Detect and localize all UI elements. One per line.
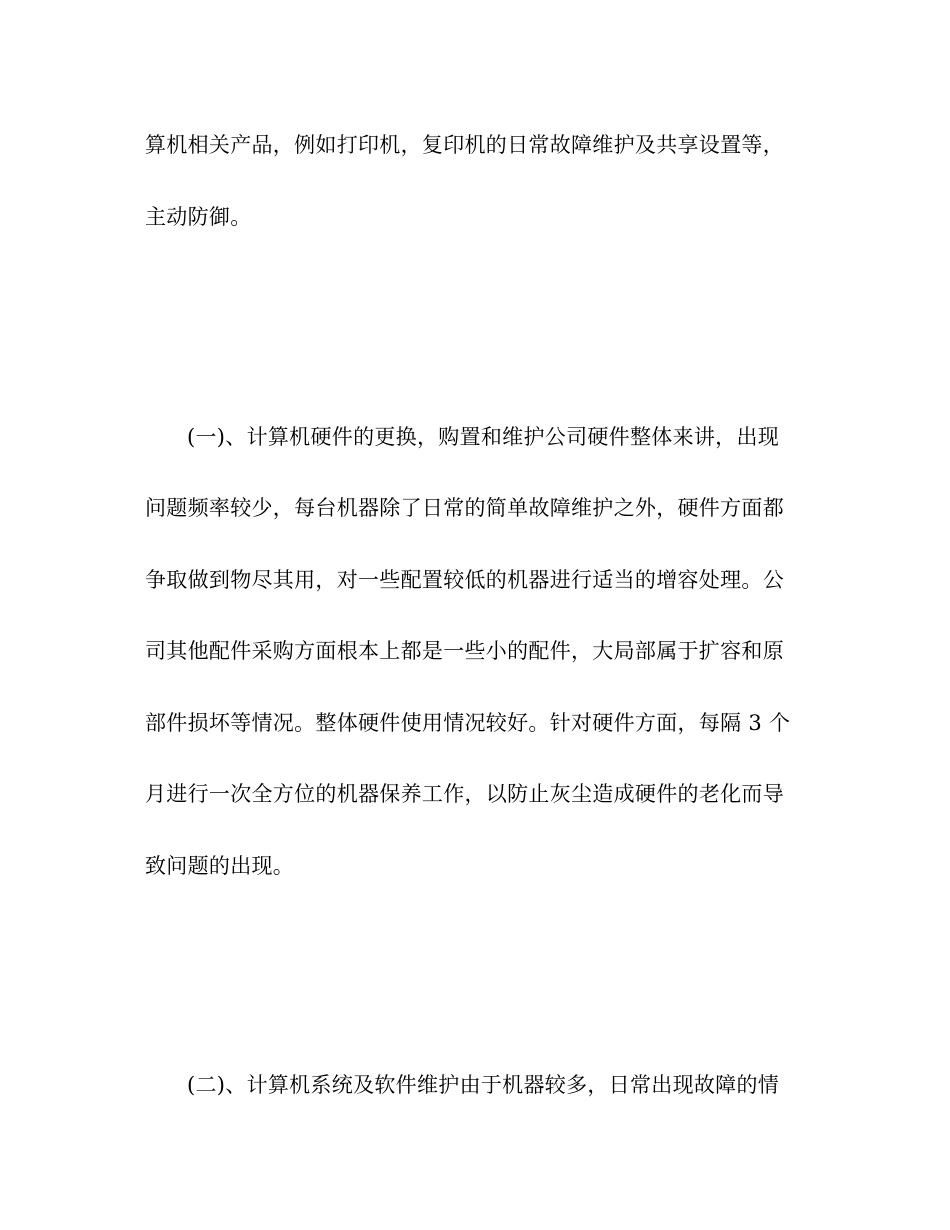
text-line: 算机相关产品，例如打印机，复印机的日常故障维护及共享设置等， xyxy=(145,133,784,157)
text-line: 部件损坏等情况。整体硬件使用情况较好。针对硬件方面，每隔 3 个 xyxy=(145,711,791,735)
text-line: 司其他配件采购方面根本上都是一些小的配件，大局部属于扩容和原 xyxy=(145,639,784,663)
text-line: 主动防御。 xyxy=(145,205,252,229)
text-line: 致问题的出现。 xyxy=(145,854,295,878)
text-line: (一)、计算机硬件的更换，购置和维护公司硬件整体来讲，出现 xyxy=(187,425,780,449)
text-line: 月进行一次全方位的机器保养工作，以防止灰尘造成硬件的老化而导 xyxy=(145,782,784,806)
text-line: 问题频率较少，每台机器除了日常的简单故障维护之外，硬件方面都 xyxy=(145,496,784,520)
text-line: 争取做到物尽其用，对一些配置较低的机器进行适当的增容处理。公 xyxy=(145,568,784,592)
text-line: (二)、计算机系统及软件维护由于机器较多，日常出现故障的情 xyxy=(187,1073,780,1097)
